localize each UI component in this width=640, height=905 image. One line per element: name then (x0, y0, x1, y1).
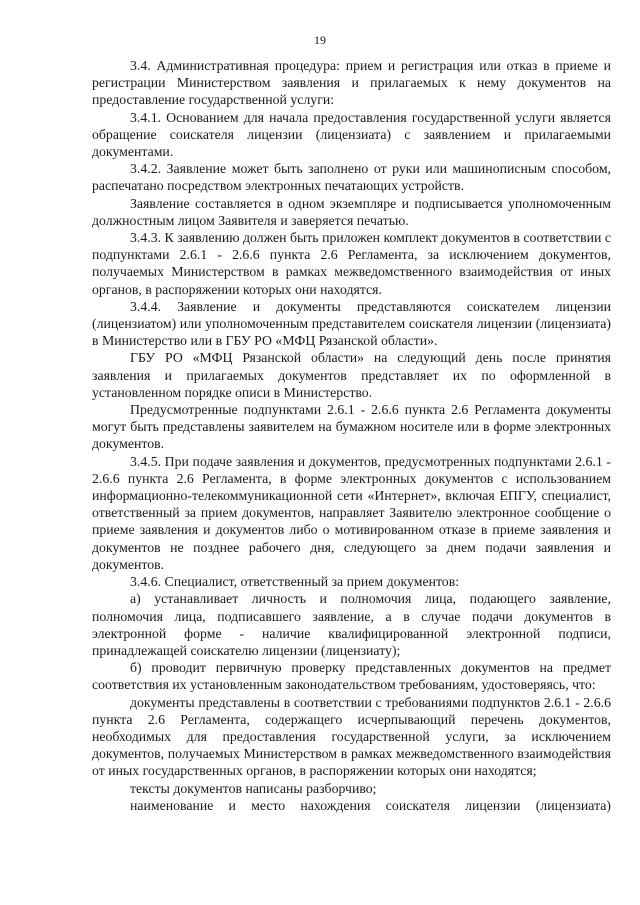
page-number: 19 (314, 33, 326, 47)
paragraph-3-4-1: 3.4.1. Основанием для начала предоставления государственной услуги является обращение соискателя лицензии (лицензиата) с заявлением и прилагаемыми документами. (92, 109, 611, 160)
paragraph-applicant-name: наименование и место нахождения соискателя лицензии (лицензиата) (130, 797, 611, 813)
paragraph-3-4-5: 3.4.5. При подаче заявления и документов, предусмотренных подпунктами 2.6.1 - 2.6.6 пункта 2.6 Регламента, в форме электронных документов с использованием информационно-телекоммуникационной сети «Интернет», включая ЕПГУ, специалист, ответственный за прием документов, направляет Заявителю электронное сообщение о приеме заявления и документов либо о мотивированном отказе в приеме заявления и документов не позднее рабочего дня, следующего за днем подачи заявления и документов. (92, 453, 611, 572)
paragraph-3-4-6: 3.4.6. Специалист, ответственный за прием документов: (130, 574, 460, 590)
paragraph-3-4-3: 3.4.3. К заявлению должен быть приложен комплект документов в соответствии с подпунктами 2.6.1 - 2.6.6 пункта 2.6 Регламента, за исключением документов, получаемых Министерством в рамках межведомственного взаимодействия от иных органов, в распоряжении которых они находятся. (92, 230, 611, 297)
paragraph-single-copy: Заявление составляется в одном экземпляре и подписывается уполномоченным должностным лицом Заявителя и заверяется печатью. (92, 195, 611, 228)
paragraph-documents-compliance: документы представлены в соответствии с требованиями подпунктов 2.6.1 - 2.6.6 пункта 2.6 Регламента, содержащего исчерпывающий перечень документов, необходимых для предоставления государственной услуги, за исключением документов, получаемых Министерством в рамках межведомственного взаимодействия от иных государственных органов, в распоряжении которых они находятся; (92, 694, 611, 779)
document-body (92, 57, 611, 814)
paragraph-3-4-2: 3.4.2. Заявление может быть заполнено от руки или машинописным способом, распечатано посредством электронных печатающих устройств. (92, 161, 611, 194)
paragraph-3-4: 3.4. Административная процедура: прием и регистрация или отказ в приеме и регистрации Министерством заявления и прилагаемых к нему документов на предоставление государственной услуги: (92, 58, 611, 108)
paragraph-mfc: ГБУ РО «МФЦ Рязанской области» на следующий день после принятия заявления и прилагаемых документов представляет их по оформленной в установленном порядке описи в Министерство. (92, 350, 611, 400)
paragraph-item-a: а) устанавливает личность и полномочия лица, подающего заявление, полномочия лица, подписавшего заявление, а в случае подачи документов в электронной форме - наличие квалифицированной электронной подписи, принадлежащей соискателю лицензии (лицензиату); (92, 591, 611, 658)
paragraph-documents-forms: Предусмотренные подпунктами 2.6.1 - 2.6.6 пункта 2.6 Регламента документы могут быть представлены заявителем на бумажном носителе или в форме электронных документов. (92, 402, 611, 452)
paragraph-item-b: б) проводит первичную проверку представленных документов на предмет соответствия их установленным законодательством требованиям, удостоверяясь, что: (92, 660, 611, 693)
paragraph-legible-texts: тексты документов написаны разборчиво; (130, 780, 377, 796)
paragraph-3-4-4: 3.4.4. Заявление и документы представляются соискателем лицензии (лицензиатом) или уполномоченным представителем соискателя лицензии (лицензиата) в Министерство или в ГБУ РО «МФЦ Рязанской области». (92, 298, 611, 349)
